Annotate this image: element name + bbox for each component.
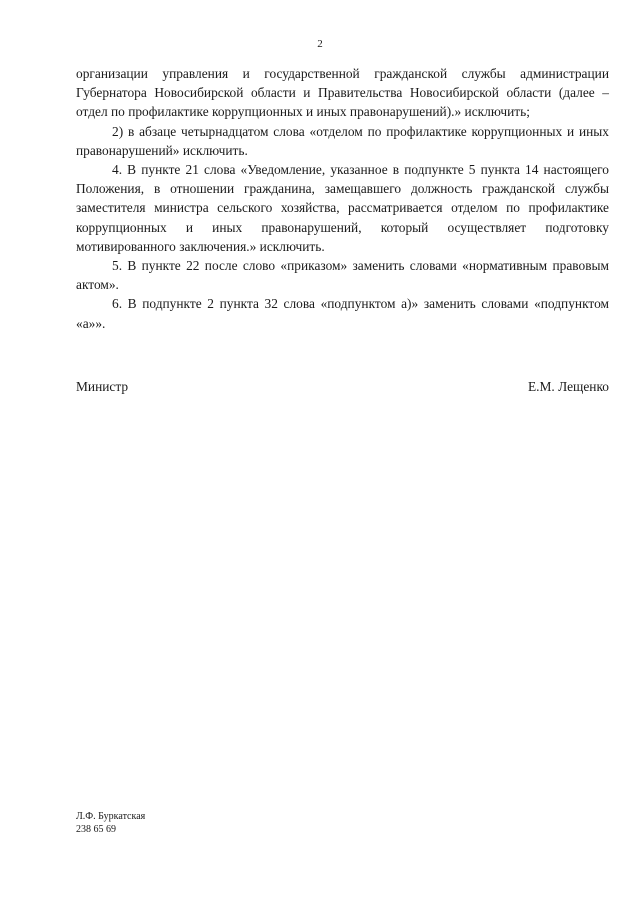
signatory-name: Е.М. Лещенко (527, 379, 609, 394)
signatory-title: Министр (76, 379, 129, 394)
document-body (76, 64, 609, 333)
executor-phone: 238 65 69 (76, 824, 116, 835)
executor-contact (76, 810, 145, 836)
paragraph-item-4: 4. В пункте 21 слова «Уведомление, указанное в подпункте 5 пункта 14 настоящего Положения, в отношении гражданина, замещавшего должность гражданской службы заместителя министра сельского хозяйства, рассматривается отделом по профилактике коррупционных и иных правонарушений, который осуществляет подготовку мотивированного заключения.» исключить. (76, 162, 609, 254)
paragraph-item-2: 2) в абзаце четырнадцатом слова «отделом по профилактике коррупционных и иных правонарушений» исключить. (76, 123, 609, 158)
paragraph-continuation: организации управления и государственной гражданской службы администрации Губернатора Новосибирской области и Правительства Новосибирской области (далее – отдел по профилактике коррупционных и иных правонарушений).» исключить; (76, 66, 609, 120)
page-number: 2 (317, 38, 323, 50)
paragraph-item-5: 5. В пункте 22 после слово «приказом» заменить словами «нормативным правовым актом». (76, 258, 609, 293)
paragraph-item-6: 6. В подпункте 2 пункта 32 слова «подпунктом а)» заменить словами «подпунктом «а»». (76, 296, 609, 331)
executor-name: Л.Ф. Буркатская (76, 811, 146, 822)
